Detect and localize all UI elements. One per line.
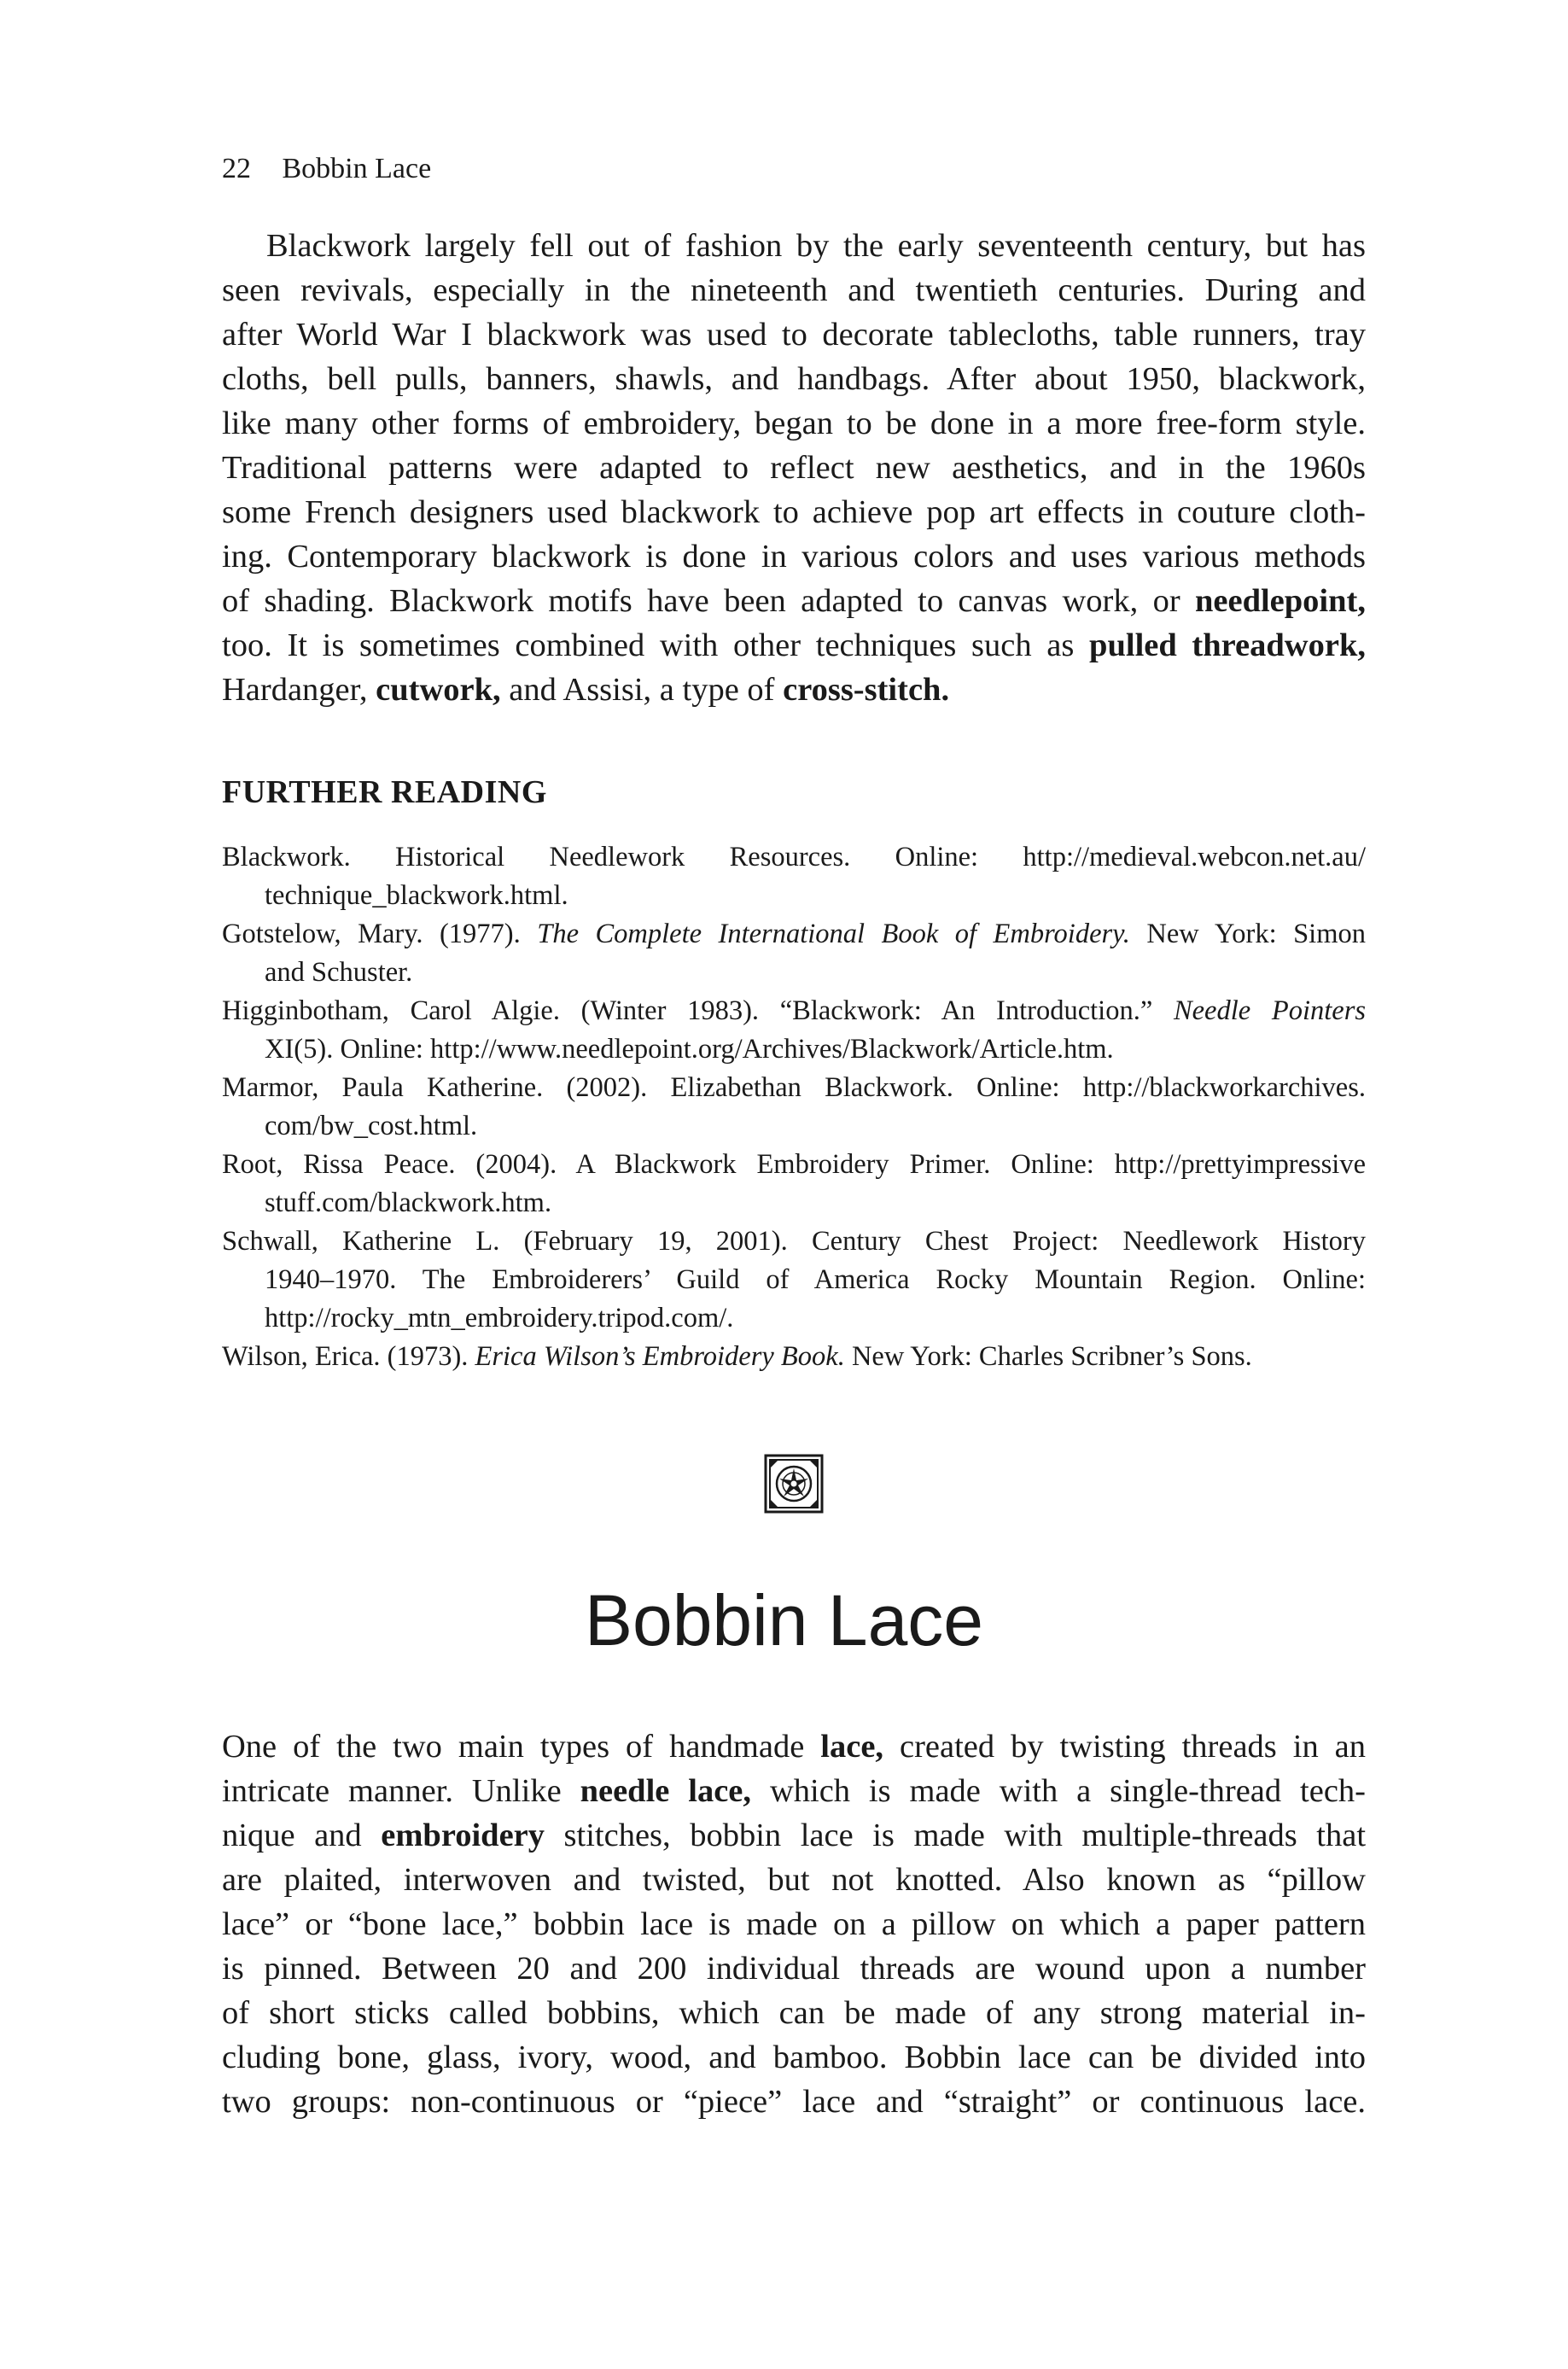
reference-line: Marmor, Paula Katherine. (2002). Elizabethan Blackwork. Online: http://blackworkarchives. <box>222 1072 1366 1103</box>
text-line <box>222 579 1366 623</box>
text-line: two groups: non-continuous or “piece” lace and “straight” or continuous lace. <box>222 2084 1366 2120</box>
text-segment: One of the two main types of handmade <box>222 1729 821 1765</box>
cross-reference-cutwork: cutwork, <box>376 672 501 708</box>
reference-item <box>222 915 1366 992</box>
reference-line <box>222 1338 1366 1376</box>
reference-item <box>222 992 1366 1069</box>
reference-line: stuff.com/blackwork.htm. <box>265 1187 552 1218</box>
text-line: lace” or “bone lace,” bobbin lace is made on a pillow on which a paper pattern <box>222 1906 1366 1942</box>
reference-item <box>222 1222 1366 1338</box>
text-line: ing. Contemporary blackwork is done in various colors and uses various methods <box>222 539 1366 575</box>
reference-item <box>222 1338 1366 1376</box>
cross-reference-pulled-threadwork: pulled threadwork, <box>1089 627 1366 663</box>
text-segment: which is made with a single-thread tech- <box>751 1773 1366 1809</box>
further-reading-list <box>222 838 1366 1376</box>
reference-line <box>222 915 1366 954</box>
entry-title: Bobbin Lace <box>584 1580 984 1660</box>
text-segment: and Assisi, a type of <box>500 672 784 708</box>
reference-line: and Schuster. <box>265 957 413 988</box>
book-title: The Complete International Book of Embroidery. <box>537 919 1130 949</box>
reference-line: technique_blackwork.html. <box>265 880 568 911</box>
reference-item <box>222 1069 1366 1146</box>
running-head-title: Bobbin Lace <box>282 153 432 184</box>
text-line <box>222 1724 1366 1769</box>
text-line: of short sticks called bobbins, which can be made of any strong material in- <box>222 1995 1366 2031</box>
text-line: like many other forms of embroidery, began to be done in a more free-form style. <box>222 406 1366 441</box>
text-line: is pinned. Between 20 and 200 individual threads are wound upon a number <box>222 1951 1366 1987</box>
text-segment: nique and <box>222 1818 382 1853</box>
text-segment: Higginbotham, Carol Algie. (Winter 1983). “Blackwork: An Introduction.” <box>222 995 1174 1026</box>
text-segment: created by twisting threads in an <box>883 1729 1366 1765</box>
blackwork-paragraph <box>222 224 1366 712</box>
text-line: Traditional patterns were adapted to reflect new aesthetics, and in the 1960s <box>222 450 1366 486</box>
cross-reference-needlepoint: needlepoint, <box>1194 583 1366 619</box>
reference-line: Schwall, Katherine L. (February 19, 2001). Century Chest Project: Needlework History <box>222 1226 1366 1257</box>
reference-item <box>222 838 1366 915</box>
text-line: seen revivals, especially in the nineteenth and twentieth centuries. During and <box>222 272 1366 308</box>
reference-line <box>222 992 1366 1030</box>
cross-reference-needle-lace: needle lace, <box>580 1773 752 1809</box>
text-segment: of shading. Blackwork motifs have been adapted to canvas work, or <box>222 583 1195 619</box>
text-line <box>222 1769 1366 1813</box>
text-segment: New York: Charles Scribner’s Sons. <box>844 1341 1252 1372</box>
text-segment: too. It is sometimes combined with other techniques such as <box>222 627 1090 663</box>
reference-line: 1940–1970. The Embroiderers’ Guild of America Rocky Mountain Region. Online: <box>265 1264 1366 1295</box>
text-line: cloths, bell pulls, banners, shawls, and handbags. After about 1950, blackwork, <box>222 361 1366 397</box>
text-line: are plaited, interwoven and twisted, but not knotted. Also known as “pillow <box>222 1862 1366 1898</box>
text-segment: Hardanger, <box>222 672 376 708</box>
text-line <box>222 623 1366 668</box>
cross-reference-cross-stitch: cross-stitch. <box>783 672 950 708</box>
bobbin-lace-paragraph <box>222 1724 1366 2124</box>
reference-line: com/bw_cost.html. <box>265 1111 478 1141</box>
text-line <box>222 1813 1366 1858</box>
page-number: 22 <box>222 153 251 184</box>
text-segment: stitches, bobbin lace is made with multiple-threads that <box>545 1818 1367 1853</box>
cross-reference-lace: lace, <box>820 1729 884 1765</box>
text-line: after World War I blackwork was used to decorate tablecloths, table runners, tray <box>222 317 1366 353</box>
text-segment: Wilson, Erica. (1973). <box>222 1341 475 1372</box>
text-line: cluding bone, glass, ivory, wood, and bamboo. Bobbin lace can be divided into <box>222 2039 1366 2075</box>
cross-reference-embroidery: embroidery <box>381 1818 545 1853</box>
text-segment: New York: Simon <box>1129 919 1366 949</box>
book-title: Erica Wilson’s Embroidery Book. <box>475 1341 845 1372</box>
running-head <box>222 152 431 186</box>
decorative-square-ornament-icon <box>764 1454 824 1514</box>
further-reading-heading: FURTHER READING <box>222 774 547 810</box>
text-segment: Gotstelow, Mary. (1977). <box>222 919 538 949</box>
reference-line: Root, Rissa Peace. (2004). A Blackwork Embroidery Primer. Online: http://prettyimpressive <box>222 1149 1366 1180</box>
text-line: Blackwork largely fell out of fashion by the early seventeenth century, but has <box>266 228 1366 264</box>
reference-line: http://rocky_mtn_embroidery.tripod.com/. <box>265 1303 734 1333</box>
reference-line: XI(5). Online: http://www.needlepoint.org/Archives/Blackwork/Article.htm. <box>265 1034 1114 1065</box>
text-line: some French designers used blackwork to achieve pop art effects in couture cloth- <box>222 494 1366 530</box>
text-line <box>222 668 1366 712</box>
journal-title: Needle Pointers <box>1173 995 1366 1026</box>
reference-item <box>222 1146 1366 1222</box>
text-segment: intricate manner. Unlike <box>222 1773 580 1809</box>
reference-line: Blackwork. Historical Needlework Resources. Online: http://medieval.webcon.net.au/ <box>222 842 1366 872</box>
